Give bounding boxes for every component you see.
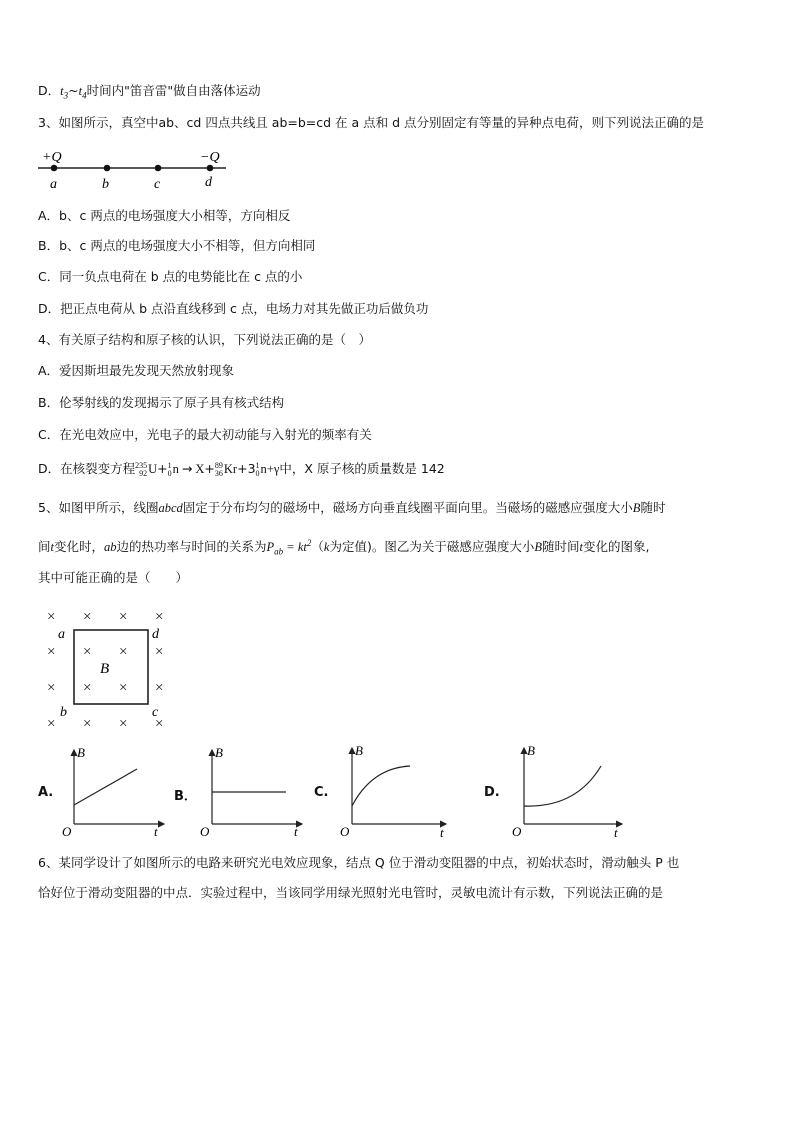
- q3-stem: 3、如图所示，真空中ab、cd 四点共线且 ab=b=cd 在 a 点和 d 点分别固定有等量的异种点电荷，则下列说法正确的是: [38, 115, 705, 130]
- charge-minus-label: −Q: [200, 150, 220, 165]
- graph-option-b: [198, 742, 308, 838]
- svg-text:×: ×: [47, 609, 56, 625]
- graph-a-y-label: B: [77, 745, 85, 760]
- q4-option-c: C．在光电效应中，光电子的最大初动能与入射光的频率有关: [38, 427, 372, 442]
- svg-text:×: ×: [47, 644, 56, 660]
- svg-text:×: ×: [155, 609, 164, 625]
- svg-text:×: ×: [83, 680, 92, 696]
- svg-text:×: ×: [119, 680, 128, 696]
- svg-text:×: ×: [155, 644, 164, 660]
- graph-d-origin: O: [512, 824, 522, 838]
- q4-stem: 4、有关原子结构和原子核的认识，下列说法正确的是（ ）: [38, 332, 371, 347]
- svg-text:×: ×: [119, 609, 128, 625]
- graph-a-curve: [74, 769, 137, 805]
- point-a-dot: [51, 165, 58, 172]
- q6-stem-line1: 6、某同学设计了如图所示的电路来研究光电效应现象，结点 Q 位于滑动变阻器的中点，初始状态时，滑动触头 P 也: [38, 855, 680, 870]
- svg-text:×: ×: [83, 716, 92, 732]
- graph-c-curve: [352, 766, 410, 806]
- q6-stem-line2: 恰好位于滑动变阻器的中点．实验过程中，当该同学用绿光照射光电管时，灵敏电流计有示数，下列说法正确的是: [38, 885, 664, 900]
- graph-a-origin: O: [62, 824, 72, 838]
- graph-option-a: [60, 742, 170, 838]
- graph-option-c: [338, 740, 453, 838]
- q5-stem-line3: 其中可能正确的是（ ）: [38, 570, 189, 585]
- svg-text:×: ×: [83, 644, 92, 660]
- q4-option-a: A．爱因斯坦最先发现天然放射现象: [38, 363, 235, 378]
- q3-option-a: A．b、c 两点的电场强度大小相等，方向相反: [38, 208, 291, 223]
- svg-text:×: ×: [155, 680, 164, 696]
- q3-option-c: C．同一负点电荷在 b 点的电势能比在 c 点的小: [38, 269, 303, 284]
- corner-b-label: b: [60, 705, 67, 720]
- graph-c-y-label: B: [355, 743, 363, 758]
- q4-option-d: D．在核裂变方程 235 92 U+ 1 0 n → X+ 89 36 Kr+3 1 0 n+γ中，X 原子核的质量数是 142: [38, 461, 445, 479]
- svg-text:×: ×: [83, 609, 92, 625]
- graph-b-x-label: t: [294, 824, 298, 838]
- nuclide-kr89: 89 36 Kr: [214, 461, 238, 479]
- q5-stem-line1: 5、如图甲所示，线圈abcd固定于分布均匀的磁场中，磁场方向垂直线圈平面向里。当磁场的磁感应强度大小B随时: [38, 500, 666, 515]
- svg-text:×: ×: [155, 716, 164, 732]
- graph-option-d: [510, 740, 628, 838]
- charge-plus-label: +Q: [42, 150, 62, 165]
- graph-d-y-label: B: [527, 743, 535, 758]
- svg-text:×: ×: [119, 644, 128, 660]
- graph-d-x-label: t: [614, 825, 618, 838]
- point-d-dot: [207, 165, 214, 172]
- svg-text:×: ×: [47, 716, 56, 732]
- graph-option-b-label: B．: [174, 789, 197, 804]
- q2-option-d: D．$t_3\sim t_4$时间内"笛音雷"做自由落体运动: [38, 83, 261, 101]
- graph-c-origin: O: [340, 824, 350, 838]
- corner-a-label: a: [58, 627, 65, 642]
- field-b-label: B: [100, 661, 110, 677]
- point-d-label: d: [205, 175, 212, 190]
- q4-option-b: B．伦琴射线的发现揭示了原子具有核式结构: [38, 395, 285, 410]
- point-a-label: a: [50, 177, 57, 192]
- svg-text:×: ×: [119, 716, 128, 732]
- graph-c-x-label: t: [440, 825, 444, 838]
- q3-option-d: D．把正点电荷从 b 点沿直线移到 c 点，电场力对其先做正功后做负功: [38, 301, 429, 316]
- point-c-label: c: [154, 177, 161, 192]
- nuclide-neutron-2: 1 0 n: [255, 461, 267, 479]
- graph-option-d-label: D.: [484, 785, 500, 800]
- point-c-dot: [155, 165, 162, 172]
- q3-option-b: B．b、c 两点的电场强度大小不相等，但方向相同: [38, 238, 316, 253]
- q5-stem-line2: 间t变化时，ab边的热功率与时间的关系为$P_{ab} = kt^2(k$为定值)。图乙为关于磁感应强度大小B随时间t变化的图象,: [38, 538, 650, 557]
- graph-option-c-label: C.: [314, 785, 329, 800]
- svg-text:×: ×: [47, 680, 56, 696]
- graph-d-curve: [524, 766, 601, 806]
- nuclide-neutron: 1 0 n: [167, 461, 179, 479]
- point-b-dot: [104, 165, 111, 172]
- graph-b-y-label: B: [215, 745, 223, 760]
- graph-a-x-label: t: [154, 824, 158, 838]
- point-b-label: b: [102, 177, 109, 192]
- graph-option-a-label: A.: [38, 785, 54, 800]
- q3-charge-figure: [36, 146, 236, 194]
- q5-coil-field-figure: [40, 602, 180, 732]
- corner-c-label: c: [152, 705, 159, 720]
- corner-d-label: d: [152, 627, 159, 642]
- graph-b-origin: O: [200, 824, 210, 838]
- nuclide-u235: 235 92 U: [135, 461, 158, 479]
